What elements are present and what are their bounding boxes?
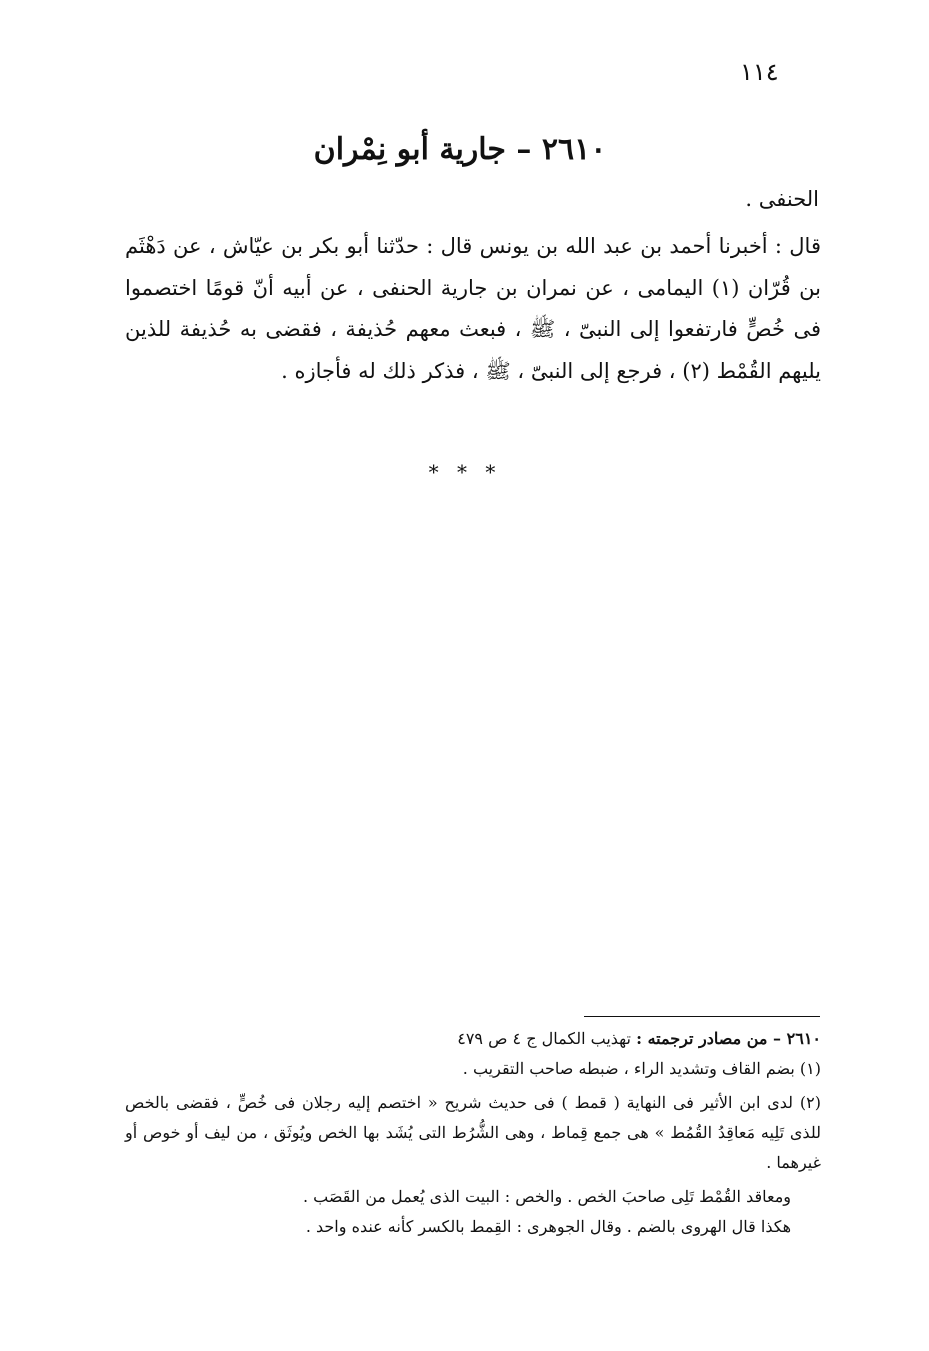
section-separator: * * * [428, 460, 502, 484]
footnote-rule [584, 1016, 820, 1017]
footnote-source [125, 1024, 821, 1054]
footnote-1: (١) بضم القاف وتشديد الراء ، ضبطه صاحب التقريب . [462, 1059, 821, 1078]
footnote-2-continuation-1: ومعاقد القُمْط تَلِى صاحبَ الخص . والخص : البيت الذى يُعمل من القَصَب . [302, 1187, 791, 1206]
footnote-2-continuation-2: هكذا قال الهروى بالضم . وقال الجوهرى : القِمط بالكسر كأنه عنده واحد . [305, 1217, 791, 1236]
entry-title: ٢٦١٠ – جارية أبو نِمْران [313, 132, 607, 167]
footnote-2: (٢) لدى ابن الأثير فى النهاية ( قمط ) فى حديث شريح « اختصم إليه رجلان فى خُصٍّ ، فقضى بالخص للذى تَلِيه مَعاقِدُ القُمُط » هى جمع قِماط ، وهى الشُّرُط التى يُشَد بها الخص ويُوثَق ، من ليف أو خوص أو غيرهما . [125, 1093, 821, 1172]
page-number: ١١٤ [740, 58, 779, 86]
entry-intro: الحنفى . [745, 187, 819, 211]
footnote-source-text: تهذيب الكمال ج ٤ ص ٤٧٩ [457, 1029, 632, 1048]
entry-body-text: قال : أخبرنا أحمد بن عبد الله بن يونس قال : حدّثنا أبو بكر بن عيّاش ، عن دَهْثَم بن قُرّان (١) اليمامى ، عن نمران بن جارية الحنفى ، عن أبيه أنّ قومًا اختصموا فى خُصٍّ فارتفعوا إلى النبىّ ، ﷺ ، فبعث معهم حُذيفة ، فقضى به حُذيفة للذين يليهم القُمْط (٢) ، فرجع إلى النبىّ ، ﷺ ، فذكر ذلك له فأجازه . [125, 234, 821, 383]
footnote-source-lead: ٢٦١٠ – من مصادر ترجمته : [636, 1029, 821, 1048]
footnotes [125, 1024, 821, 1242]
